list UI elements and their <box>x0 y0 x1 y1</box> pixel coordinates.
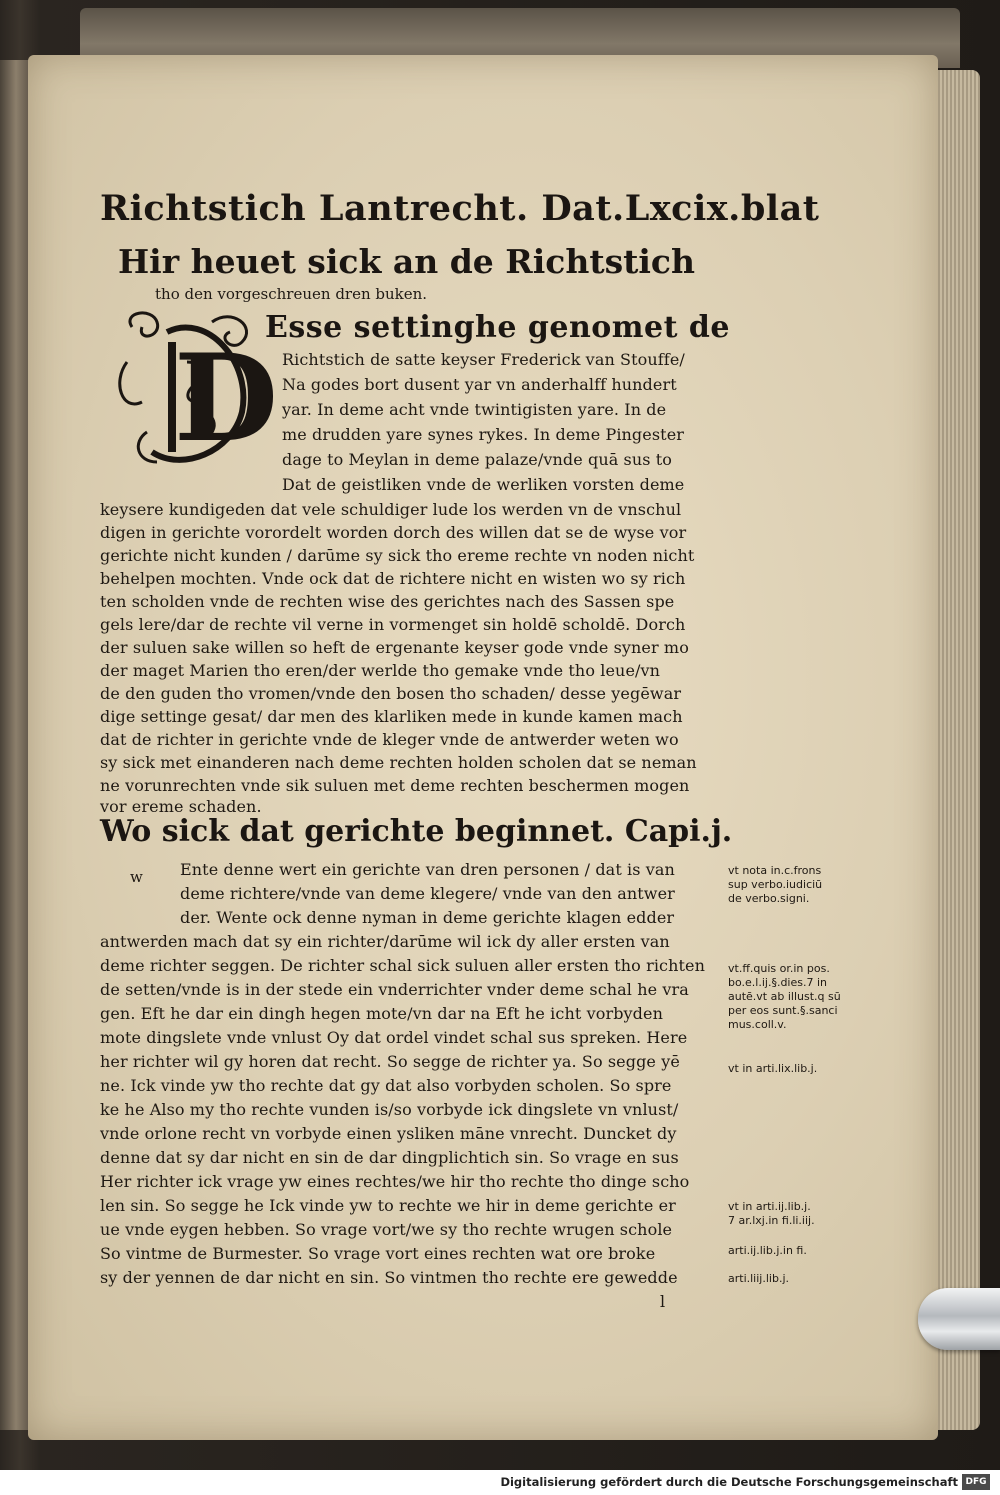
section-title: Hir heuet sick an de Richtstich <box>118 242 696 281</box>
chapter-line: Her richter ick vrage yw eines rechtes/we hir tho rechte tho dinge scho <box>100 1172 690 1191</box>
guide-letter: w <box>130 868 143 886</box>
running-title: Richtstich Lantrecht. Dat.Lxcix.blat <box>100 188 820 229</box>
intro-line: dage to Meylan in deme palaze/vnde quā sus to <box>282 450 673 469</box>
chapter-line: antwerden mach dat sy ein richter/darūme wil ick dy aller ersten van <box>100 932 670 951</box>
chapter-line: sy der yennen de dar nicht en sin. So vintmen tho rechte ere gewedde <box>100 1268 678 1287</box>
body-line: gerichte nicht kunden / darūme sy sick tho ereme rechte vn noden nicht <box>100 546 695 565</box>
dfg-logo: DFG <box>962 1474 990 1490</box>
chapter-line: mote dingslete vnde vnlust Oy dat ordel vindet schal sus spreken. Here <box>100 1028 688 1047</box>
body-line: der suluen sake willen so heft de ergenante keyser gode vnde syner mo <box>100 638 689 657</box>
body-line: der maget Marien tho eren/der werlde tho gemake vnde tho leue/vn <box>100 661 661 680</box>
margin-note: vt in arti.ij.lib.j. 7 ar.lxj.in fi.li.iij. <box>728 1200 815 1227</box>
body-line: digen in gerichte vorordelt worden dorch des willen dat se de wyse vor <box>100 523 687 542</box>
intro-line: yar. In deme acht vnde twintigisten yare. In de <box>282 400 667 419</box>
signature-mark: l <box>660 1292 666 1311</box>
chapter-line: gen. Eft he dar ein dingh hegen mote/vn dar na Eft he icht vorbyden <box>100 1004 663 1023</box>
chapter-heading: Wo sick dat gerichte beginnet. Capi.j. <box>100 814 733 849</box>
initial-letter: D <box>174 328 279 469</box>
chapter-line: deme richtere/vnde van deme klegere/ vnde van den antwer <box>180 884 675 903</box>
chapter-line: Ente denne wert ein gerichte van dren personen / dat is van <box>180 860 675 879</box>
decorated-initial <box>112 302 279 472</box>
intro-line: me drudden yare synes rykes. In deme Pingester <box>282 425 685 444</box>
chapter-line: her richter wil gy horen dat recht. So segge de richter ya. So segge yē <box>100 1052 680 1071</box>
body-line: de den guden tho vromen/vnde den bosen tho schaden/ desse yegēwar <box>100 684 682 703</box>
body-line: sy sick met einanderen nach deme rechten holden scholen dat se neman <box>100 753 697 772</box>
chapter-line: denne dat sy dar nicht en sin de dar dingplichtich sin. So vrage en sus <box>100 1148 679 1167</box>
chapter-line: vnde orlone recht vn vorbyde einen ysliken māne vnrecht. Duncket dy <box>100 1124 677 1143</box>
chapter-line: ue vnde eygen hebben. So vrage vort/we sy tho rechte wrugen schole <box>100 1220 673 1239</box>
margin-note: vt nota in.c.frons sup verbo.iudiciū de verbo.signi. <box>728 864 823 905</box>
intro-heading: Esse settinghe genomet de <box>265 310 730 345</box>
body-line: keysere kundigeden dat vele schuldiger lude los werden vn de vnschul <box>100 500 682 519</box>
chapter-line: der. Wente ock denne nyman in deme gerichte klagen edder <box>180 908 675 927</box>
margin-note: vt in arti.lix.lib.j. <box>728 1062 818 1075</box>
margin-note: arti.ij.lib.j.in fi. <box>728 1244 807 1257</box>
body-line: vor ereme schaden. <box>100 797 262 816</box>
chapter-line: deme richter seggen. De richter schal sick suluen aller ersten tho richten <box>100 956 706 975</box>
intro-line: Na godes bort dusent yar vn anderhalff hundert <box>282 375 677 394</box>
margin-note: vt.ff.quis or.in pos. bo.e.l.ij.§.dies.7 in autē.vt ab illust.q sū per eos sunt.§.sanci mus.coll.v. <box>728 962 841 1031</box>
chapter-line: len sin. So segge he Ick vinde yw to rechte we hir in deme gerichte er <box>100 1196 676 1215</box>
chapter-line: So vintme de Burmester. So vrage vort eines rechten wat ore broke <box>100 1244 656 1263</box>
intro-line: Richtstich de satte keyser Frederick van Stouffe/ <box>282 350 685 369</box>
body-line: gels lere/dar de rechte vil verne in vormenget sin holdē scholdē. Dorch <box>100 615 686 634</box>
chapter-line: ke he Also my tho rechte vunden is/so vorbyde ick dingslete vn vnlust/ <box>100 1100 679 1119</box>
margin-note: arti.liij.lib.j. <box>728 1272 789 1285</box>
footer-credit: Digitalisierung gefördert durch die Deutsche Forschungsgemeinschaft <box>500 1475 958 1489</box>
body-line: dat de richter in gerichte vnde de kleger vnde de antwerder weten wo <box>100 730 679 749</box>
intro-line: Dat de geistliken vnde de werliken vorsten deme <box>282 475 685 494</box>
body-line: behelpen mochten. Vnde ock dat de richtere nicht en wisten wo sy rich <box>100 569 686 588</box>
body-line: ten scholden vnde de rechten wise des gerichtes nach des Sassen spe <box>100 592 675 611</box>
chapter-line: de setten/vnde is in der stede ein vnderrichter vnder deme schal he vra <box>100 980 689 999</box>
body-line: ne vorunrechten vnde sik suluen met deme rechten beschermen mogen <box>100 776 690 795</box>
book-clasp <box>918 1288 1000 1350</box>
body-line: dige settinge gesat/ dar men des klarliken mede in kunde kamen mach <box>100 707 683 726</box>
chapter-line: ne. Ick vinde yw tho rechte dat gy dat also vorbyden scholen. So spre <box>100 1076 672 1095</box>
section-subtitle: tho den vorgeschreuen dren buken. <box>155 285 428 303</box>
